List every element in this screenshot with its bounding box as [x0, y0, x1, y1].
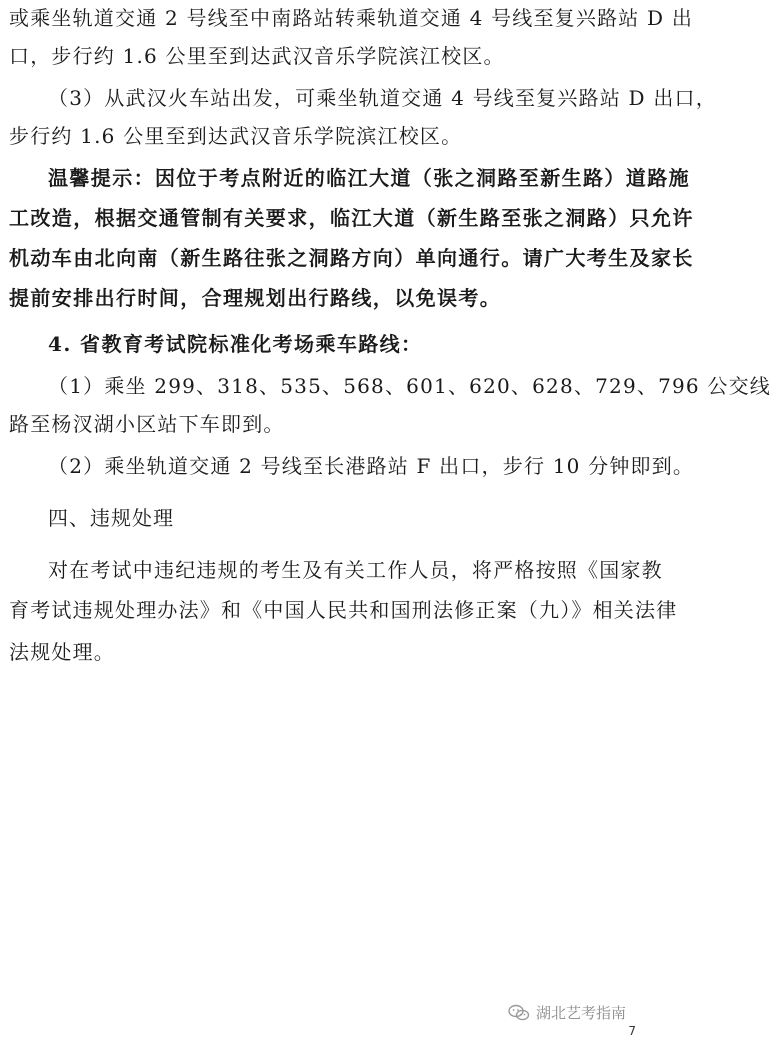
- paragraph-line: 对在考试中违纪违规的考生及有关工作人员，将严格按照《国家教: [48, 558, 663, 582]
- paragraph-line: （2）乘坐轨道交通 2 号线至长港路站 F 出口，步行 10 分钟即到。: [48, 454, 695, 478]
- watermark-brand: [508, 1002, 626, 1023]
- paragraph-line: 路至杨汊湖小区站下车即到。: [9, 412, 285, 436]
- paragraph-line: 步行约 1.6 公里至到达武汉音乐学院滨江校区。: [9, 124, 463, 148]
- paragraph-line: 法规处理。: [9, 640, 115, 664]
- wechat-icon: [508, 1004, 530, 1022]
- brand-name: 湖北艺考指南: [535, 1004, 626, 1022]
- notice-line: 温馨提示：因位于考点附近的临江大道（张之洞路至新生路）道路施: [48, 166, 690, 190]
- paragraph-line: （1）乘坐 299、318、535、568、601、620、628、729、796 公交线: [48, 374, 771, 398]
- notice-line: 工改造，根据交通管制有关要求，临江大道（新生路至张之洞路）只允许: [9, 206, 694, 230]
- paragraph-line: （3）从武汉火车站出发，可乘坐轨道交通 4 号线至复兴路站 D 出口，: [48, 86, 717, 110]
- paragraph-line: 或乘坐轨道交通 2 号线至中南路站转乘轨道交通 4 号线至复兴路站 D 出: [9, 6, 694, 30]
- page-number: 7: [628, 1024, 636, 1038]
- paragraph-line: 育考试违规处理办法》和《中国人民共和国刑法修正案（九）》相关法律: [9, 598, 678, 622]
- paragraph-line: 口，步行约 1.6 公里至到达武汉音乐学院滨江校区。: [9, 44, 505, 68]
- section-subheading: 4. 省教育考试院标准化考场乘车路线：: [48, 332, 423, 356]
- notice-line: 机动车由北向南（新生路往张之洞路方向）单向通行。请广大考生及家长: [9, 246, 694, 270]
- notice-line: 提前安排出行时间，合理规划出行路线，以免误考。: [9, 286, 502, 310]
- section-heading: 四、违规处理: [48, 506, 174, 530]
